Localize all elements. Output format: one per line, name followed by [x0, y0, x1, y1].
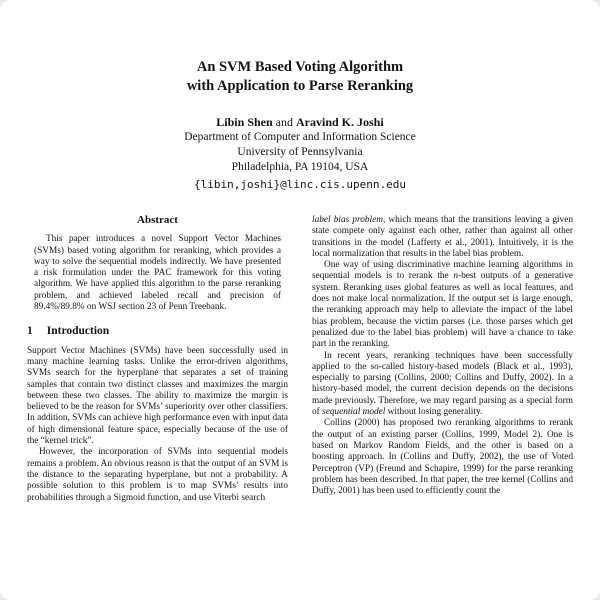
italic-term-sequential-model: sequential model [322, 407, 386, 418]
authors-line [0, 115, 600, 130]
section-number: 1 [27, 325, 33, 338]
author-conjunction: and [275, 115, 293, 129]
author-name-2: Aravind K. Joshi [296, 115, 384, 129]
paragraph-2-text-a: One way of using discriminative machine learning algorithms in sequential models is to rerank the [312, 260, 573, 282]
left-column [27, 215, 288, 504]
italic-term-label-bias-problem: label bias problem [312, 215, 383, 225]
affiliation-line-3: Philadelphia, PA 19104, USA [231, 161, 369, 173]
paper-title [0, 58, 600, 96]
body-paragraph-2 [312, 260, 573, 350]
body-paragraph-4: Collins (2000) has proposed two reranking algorithms to rerank the output of an existing parser (Collins, 1999, Model 2). One is based on Markov Random Fields, and the other is based on a boosting approach. In (Collins and Duffy, 2002), the use of Voted Perceptron (VP) (Freund and Schapire, 1999) for the parse reranking problem has been described. In that paper, the tree kernel (Collins and Duffy, 2001) has been used to efficiently count the [312, 418, 573, 497]
body-paragraph-3 [312, 351, 573, 419]
paragraph-1-text: , which means that the transitions leaving a given state compete only against each other, rather than against all other transitions in the model (Lafferty et al., 2001). Intuitively, it is the local normalization that results in the label bias problem. [312, 215, 573, 259]
section-heading-introduction [27, 326, 288, 337]
affiliation-block [0, 130, 600, 175]
abstract-heading: Abstract [137, 214, 178, 226]
intro-paragraph-2: However, the incorporation of SVMs into sequential models remains a problem. An obvious reason is that the output of an SVM is the distance to the separating hyperplane, but not a probability. A possible solution to this problem is to map SVMs’ results into probabilities through a Sigmoid function, and use Viterbi search [27, 447, 288, 503]
paragraph-3-text-b: without losing generality. [385, 407, 483, 418]
right-column [312, 215, 573, 504]
paper-header [0, 0, 600, 191]
paragraph-2-text-b: -best outputs of a generative system. Reranking uses global features as well as local features, and does not make local normalization. If the output set is large enough, the reranking approach may help to alleviate the impact of the label bias problem, because the victim parses (i.e. those parses which get penalized due to the label bias problem) will have a chance to take part in the reranking. [312, 271, 573, 350]
two-column-body [0, 191, 600, 504]
intro-paragraph-1: Support Vector Machines (SVMs) have been successfully used in many machine learning tasks. Unlike the error-driven algorithms, SVMs search for the hyperplane that separates a set of training samples that contain two distinct classes and maximizes the margin between these two classes. The ability to maximize the margin is believed to be the reason for SVMs’ superiority over other classifiers. In addition, SVMs can achieve high performance even with input data of high dimensional feature space, especially because of the use of the “kernel trick”. [27, 345, 289, 447]
italic-term-n: n [453, 271, 459, 282]
section-title: Introduction [46, 325, 110, 338]
abstract-paragraph: This paper introduces a novel Support Vector Machines (SVMs) based voting algorithm for reranking, which provides a way to solve the sequential models indirectly. We have presented a risk formulation under the PAC framework for this voting algorithm. We have applied this algorithm to the parse reranking problem, and achieved labeled recall and precision of 89.4%/89.8% on WSJ section 23 of Penn Treebank. [34, 234, 281, 313]
paper-title-line-2: with Application to Parse Reranking [186, 78, 414, 94]
email-line: {libin,joshi}@linc.cis.upenn.edu [194, 178, 406, 191]
author-name-1: Libin Shen [216, 115, 273, 129]
paragraph-3-text-a: In recent years, reranking techniques have been successfully applied to the so-called history-based models (Black et al., 1993), especially to parsing (Collins, 2000; Collins and Duffy, 2002). In a history-based model, the current decision depends on the decisions made previously. Therefore, we may regard parsing as a special form of [312, 350, 573, 418]
affiliation-line-1: Department of Computer and Information Science [184, 131, 416, 143]
body-paragraph-1 [312, 215, 573, 260]
affiliation-line-2: University of Pennsylvania [237, 146, 363, 158]
abstract-body [27, 234, 288, 313]
paper-title-line-1: An SVM Based Voting Algorithm [196, 59, 404, 75]
